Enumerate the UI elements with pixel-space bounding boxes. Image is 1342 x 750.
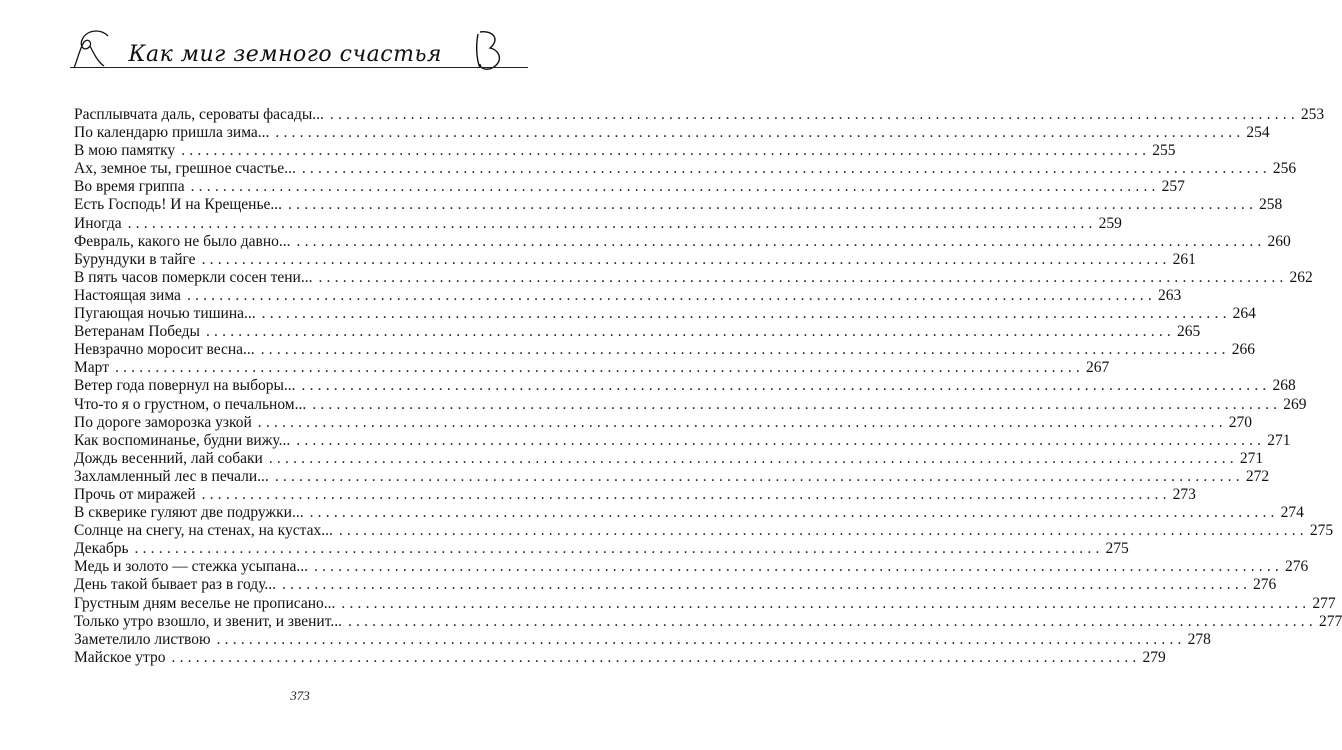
toc-dot-leader: ........................................................................................................................: [341, 594, 1311, 612]
toc-dot-leader: ........................................................................................................................: [134, 540, 1104, 558]
toc-entry[interactable]: [74, 359, 1110, 377]
toc-entry-page: 263: [1157, 286, 1182, 304]
toc-entry-page: 272: [1245, 467, 1270, 485]
toc-entry[interactable]: [74, 196, 1283, 214]
toc-entry[interactable]: [74, 305, 1256, 323]
toc-dot-leader: ........................................................................................................................: [261, 305, 1231, 323]
toc-entry-title: Ветер года повернул на выборы...: [74, 377, 296, 395]
toc-entry-page: 259: [1098, 214, 1122, 232]
toc-dot-leader: ........................................................................................................................: [190, 178, 1160, 196]
toc-dot-leader: ........................................................................................................................: [186, 286, 1156, 304]
toc-entry-title: Во время гриппа: [74, 178, 185, 196]
toc-entry-page: 277: [1318, 612, 1342, 630]
running-header: [70, 22, 520, 82]
toc-entry[interactable]: [74, 558, 1309, 576]
running-header-title: Как миг земного счастья: [128, 42, 442, 67]
page-number: 373: [290, 688, 310, 703]
toc-entry[interactable]: [74, 323, 1201, 341]
toc-dot-leader: ........................................................................................................................: [201, 485, 1171, 503]
toc-entry-page: 269: [1283, 395, 1307, 413]
toc-entry[interactable]: [74, 124, 1270, 142]
toc-entry-title: День такой бывает раз в году...: [74, 576, 277, 594]
toc-entry-page: 264: [1232, 305, 1256, 323]
toc-dot-leader: ........................................................................................................................: [171, 648, 1141, 666]
toc-entry[interactable]: [74, 250, 1196, 269]
toc-entry-title: В мою памятку: [74, 142, 176, 160]
toc-dot-leader: ........................................................................................................................: [181, 142, 1151, 160]
toc-entry[interactable]: [74, 377, 1296, 395]
toc-entry[interactable]: [74, 178, 1185, 196]
toc-entry-page: 261: [1172, 250, 1196, 268]
toc-entry[interactable]: [74, 485, 1196, 504]
toc-entry-page: 278: [1187, 630, 1211, 648]
header-letter-ornament: [470, 28, 510, 76]
toc-entry-title: Февраль, какого не было давно...: [74, 232, 291, 250]
toc-entry-title: Только утро взошло, и звенит, и звенит...: [74, 612, 342, 630]
toc-entry-page: 255: [1152, 142, 1176, 160]
toc-dot-leader: ........................................................................................................................: [274, 467, 1244, 485]
toc-entry[interactable]: [74, 630, 1211, 649]
toc-entry[interactable]: [74, 106, 1325, 124]
toc-entry-title: Грустным дням веселье не прописано...: [74, 594, 336, 612]
toc-entry-title: Прочь от миражей: [74, 485, 196, 503]
toc-entry-title: Ах, земное ты, грешное счастье...: [74, 160, 296, 178]
toc-entry-title: Пугающая ночью тишина...: [74, 305, 256, 323]
toc-entry[interactable]: [74, 268, 1313, 287]
toc-entry-title: Ветеранам Победы: [74, 323, 200, 341]
toc-entry-page: 276: [1253, 576, 1277, 594]
toc-entry[interactable]: [74, 341, 1255, 359]
toc-entry[interactable]: [74, 449, 1264, 468]
toc-entry[interactable]: [74, 504, 1304, 522]
toc-entry[interactable]: [74, 160, 1297, 178]
toc-entry[interactable]: [74, 214, 1122, 233]
toc-entry-page: 268: [1272, 377, 1296, 395]
toc-entry-title: Невзрачно моросит весна...: [74, 341, 255, 359]
toc-entry-title: В пять часов померкли сосен тени...: [74, 268, 313, 286]
toc-dot-leader: ........................................................................................................................: [268, 449, 1238, 467]
toc-entry[interactable]: [74, 413, 1253, 432]
toc-entry-page: 260: [1267, 232, 1291, 250]
toc-entry[interactable]: [74, 612, 1342, 631]
toc-dot-leader: ........................................................................................................................: [329, 106, 1299, 123]
toc-entry[interactable]: [74, 232, 1291, 251]
toc-entry-title: Март: [74, 359, 109, 377]
toc-entry-page: 271: [1239, 449, 1264, 467]
header-rule: [70, 67, 528, 68]
toc-entry-page: 254: [1246, 124, 1270, 142]
toc-entry-page: 256: [1272, 160, 1297, 178]
toc-dot-leader: ........................................................................................................................: [301, 377, 1271, 395]
toc-entry-title: Декабрь: [74, 540, 129, 558]
header-flourish-ornament: [70, 22, 110, 72]
toc-entry-title: По дороге заморозка узкой: [74, 413, 252, 431]
toc-dot-leader: ........................................................................................................................: [296, 431, 1266, 449]
toc-dot-leader: ........................................................................................................................: [127, 214, 1097, 232]
toc-dot-leader: ........................................................................................................................: [318, 268, 1288, 286]
toc-entry-title: Дождь весенний, лай собаки: [74, 449, 263, 467]
toc-dot-leader: ........................................................................................................................: [309, 504, 1279, 522]
toc-dot-leader: ........................................................................................................................: [260, 341, 1230, 359]
toc-entry[interactable]: [74, 522, 1334, 540]
toc-entry[interactable]: [74, 142, 1176, 160]
toc-entry-title: Заметелило листвою: [74, 630, 211, 648]
toc-entry-page: 279: [1142, 648, 1166, 666]
toc-dot-leader: ........................................................................................................................: [338, 522, 1308, 540]
toc-entry-title: Майское утро: [74, 648, 166, 666]
toc-entry[interactable]: [74, 576, 1277, 594]
toc-entry[interactable]: [74, 395, 1307, 414]
toc-entry[interactable]: [74, 648, 1166, 667]
toc-entry-title: Есть Господь! И на Крещенье...: [74, 196, 283, 214]
toc-dot-leader: ........................................................................................................................: [312, 395, 1282, 413]
toc-entry-page: 275: [1105, 540, 1129, 558]
toc-entry-title: По календарю пришла зима...: [74, 124, 270, 142]
toc-entry[interactable]: [74, 431, 1291, 450]
toc-dot-leader: ........................................................................................................................: [201, 250, 1171, 268]
toc-dot-leader: ........................................................................................................................: [296, 232, 1266, 250]
toc-entry-page: 266: [1231, 341, 1255, 359]
toc-entry[interactable]: [74, 594, 1336, 613]
toc-entry-page: 270: [1228, 413, 1253, 431]
toc-entry-page: 273: [1172, 485, 1196, 503]
toc-entry-page: 274: [1280, 504, 1304, 522]
toc-dot-leader: ........................................................................................................................: [216, 630, 1186, 648]
toc-dot-leader: ........................................................................................................................: [282, 576, 1252, 594]
toc-entry-page: 267: [1085, 359, 1110, 377]
toc-entry-title: Солнце на снегу, на стенах, на кустах...: [74, 522, 333, 540]
toc-entry-page: 253: [1300, 106, 1325, 123]
toc-dot-leader: ........................................................................................................................: [314, 558, 1283, 576]
toc-entry-page: 257: [1161, 178, 1185, 196]
toc-entry-title: Медь и золото — стежка усыпана...: [74, 558, 308, 576]
toc-entry[interactable]: [74, 540, 1129, 558]
toc-dot-leader: ........................................................................................................................: [301, 160, 1271, 178]
toc-entry-page: 271: [1267, 431, 1291, 449]
toc-entry-title: В скверике гуляют две подружки...: [74, 504, 304, 522]
toc-entry-title: Как воспоминанье, будни вижу...: [74, 431, 291, 449]
toc-entry-page: 275: [1309, 522, 1334, 540]
toc-dot-leader: ........................................................................................................................: [347, 612, 1317, 630]
toc-dot-leader: ........................................................................................................................: [288, 196, 1258, 214]
toc-entry-page: 258: [1259, 196, 1283, 214]
toc-entry-page: 277: [1312, 594, 1336, 612]
toc-entry-title: Бурундуки в тайге: [74, 250, 196, 268]
toc-entry-title: Что-то я о грустном, о печальном...: [74, 395, 307, 413]
toc-entry-title: Захламленный лес в печали...: [74, 467, 269, 485]
toc-entry-title: Расплывчата даль, сероваты фасады...: [74, 106, 324, 123]
toc-entry[interactable]: [74, 286, 1182, 305]
toc-dot-leader: ........................................................................................................................: [205, 323, 1175, 341]
toc-dot-leader: ........................................................................................................................: [275, 124, 1245, 142]
table-of-contents: [74, 106, 1342, 667]
toc-dot-leader: ........................................................................................................................: [114, 359, 1084, 377]
toc-dot-leader: ........................................................................................................................: [257, 413, 1227, 431]
toc-entry-title: Настоящая зима: [74, 286, 181, 304]
toc-entry-page: 276: [1285, 558, 1309, 576]
toc-entry-page: 262: [1289, 268, 1313, 286]
toc-entry[interactable]: [74, 467, 1270, 486]
toc-entry-page: 265: [1176, 323, 1201, 341]
toc-entry-title: Иногда: [74, 214, 122, 232]
